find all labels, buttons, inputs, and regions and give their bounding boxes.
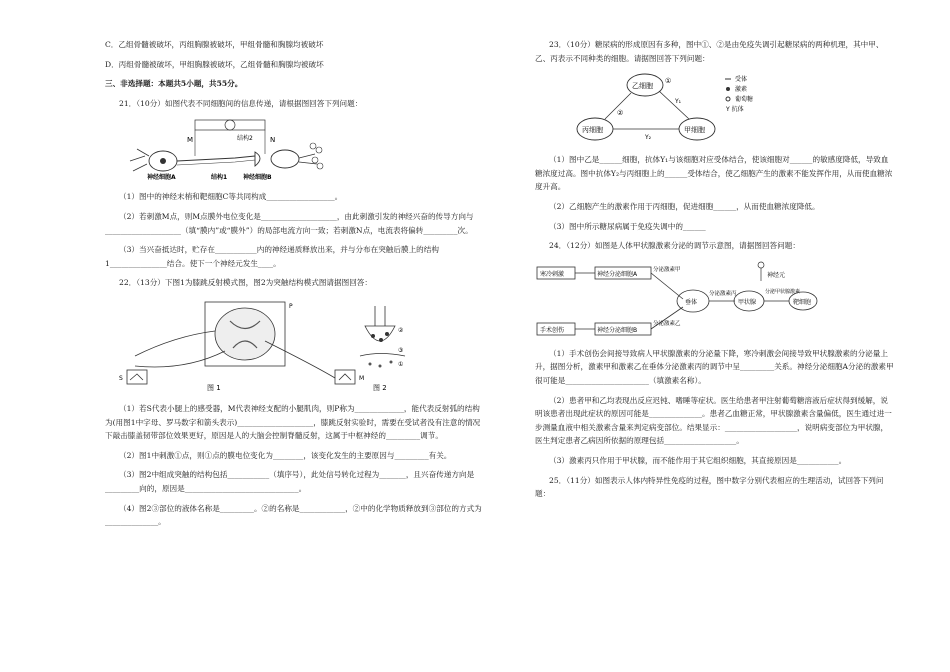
question-23-part1: （1）图中乙是______细胞，抗体Y₁与该细胞对应受体结合，使该细胞对______的敏感度降低，导致血糖浓度过高。图中抗体Y₂与丙细胞上的______受体结合，使乙细胞产生的激素不能发挥作用，从而使血糖浓度升高。 xyxy=(535,155,893,192)
label-m-muscle: M xyxy=(359,374,365,382)
question-21-part1: （1）图中的神经末梢和靶细胞C等共同构成__________________。 xyxy=(119,192,343,202)
label-2: ② xyxy=(398,326,404,334)
question-24-part2: （2）患者甲和乙均表现出反应迟钝、嗜睡等症状。医生给患者甲注射葡萄糖溶液后症状得到缓解，说明该患者出现此症状的原因可能是______________。患者乙血糖正常，甲状腺激素含量偏低，医生通过进一步测量血液中相关激素含量来判定病变部位。结果显示：___________________，说明病变部位为甲状腺，医生判定患者乙病因所依据的原理包括___________________。 xyxy=(535,395,892,446)
question-21-stem: 21．（10分）如图代表不同细胞间的信息传递，请根据图回答下列问题： xyxy=(119,98,363,108)
legend-receptor: 受体 xyxy=(735,76,748,84)
label-mech-1: ① xyxy=(665,77,672,86)
question-21-part2: （2）若刺激M点，则M点膜外电位变化是____________________，由此刺激引发的神经兴奋的传导方向与____________________（填“膜内”或“膜外”）的局部电流方向一致；若刺激N点，电流表将偏转_________次。 xyxy=(105,211,474,235)
label-structure-1: 结构1 xyxy=(211,174,228,182)
label-neuron: 神经元 xyxy=(767,271,786,279)
question-24-part1: （1）手术创伤会间接导致病人甲状腺激素的分泌量下降，寒冷刺激会间接导致甲状腺激素的分泌量上升，据图分析，激素甲和激素乙在垂体分泌激素丙的调节中呈_________关系。神经分泌细胞A分泌的激素甲很可能是______________________（填激素名称）。 xyxy=(535,348,894,385)
label-s: S xyxy=(119,374,123,382)
label-cell-a: 神经细胞A xyxy=(147,174,176,182)
legend-glucose: 葡萄糖 xyxy=(735,96,754,104)
figure-1-caption: 图 1 xyxy=(207,383,221,392)
label-n: N xyxy=(270,136,276,145)
figure-2-caption: 图 2 xyxy=(373,383,387,392)
label-yi-cell: 乙细胞 xyxy=(632,82,653,91)
question-22-part3: （3）图2中组成突触的结构包括___________（填序号），此处信号转化过程为_______，且兴奋传递方向是_________向的，原因是______________________________。 xyxy=(105,470,475,493)
question-24-part3: （3）激素丙只作用于甲状腺，而不能作用于其它组织细胞，其直接原因是___________。 xyxy=(549,455,847,465)
label-mech-2: ② xyxy=(617,109,624,118)
label-thyroid-hormone: 分泌甲状腺激素 xyxy=(765,288,801,295)
label-cell-b: 神经细胞B xyxy=(243,174,272,182)
question-21-part3: （3）当兴奋抵达时，贮存在___________内的神经递质释放出来，并与分布在突触后膜上的结构1_______________结合。使下一个神经元发生____。 xyxy=(105,245,439,268)
box-neuro-a: 神经分泌细胞A xyxy=(597,270,638,278)
label-p: P xyxy=(289,302,293,310)
label-y2: Y₂ xyxy=(645,134,652,142)
label-bing-cell: 丙细胞 xyxy=(582,126,603,135)
box-target: 靶细胞 xyxy=(793,298,812,306)
question-24-stem: 24．（12分）如图是人体甲状腺激素分泌的调节示意图，请据图回答问题： xyxy=(549,241,800,251)
box-neuro-b: 神经分泌细胞B xyxy=(597,326,638,334)
right-column xyxy=(535,38,895,507)
q24-thyroid-figure xyxy=(535,259,895,339)
left-column xyxy=(105,38,485,535)
question-23-part2: （2）乙细胞产生的激素作用于丙细胞，促进细胞______，从而使血糖浓度降低。 xyxy=(549,201,820,211)
label-structure-2: 结构2 xyxy=(237,135,253,143)
legend-hormone: 激素 xyxy=(735,86,748,94)
label-y1: Y₁ xyxy=(675,98,682,106)
question-22-stem: 22．（13分）下图1为膝跳反射模式图，图2为突触结构模式图请据图回答： xyxy=(119,278,372,288)
box-cold: 寒冷刺激 xyxy=(540,270,565,278)
question-22-part2: （2）图1中刺激①点，则①点的膜电位变化为________，该变化发生的主要原因与_________有关。 xyxy=(119,450,452,460)
box-surgery: 手术创伤 xyxy=(540,326,565,334)
legend-antibody: Y 抗体 xyxy=(726,106,744,114)
box-thyroid: 甲状腺 xyxy=(738,298,757,306)
question-23-stem: 23．（10分）糖尿病的形成原因有多种，图中①、②是由免疫失调引起糖尿病的两种机理，其中甲、乙、丙表示不同种类的细胞。请据图回答下列问题： xyxy=(535,40,884,63)
q21-neuron-figure xyxy=(105,116,485,182)
question-22-part1: （1）若S代表小腿上的感受器，M代表神经支配的小腿肌肉，则P称为_____________，能代表反射弧的结构为(用图1中字母、罗马数字和箭头表示)____________________，膝跳反射实验时，需要在受试者没有注意的情况下敲击膝盖韧带部位效果更好，原因是人的大脑会控制脊髓反射，这属于中枢神经的_________调节。 xyxy=(105,403,481,441)
section-heading: 三、非选择题：本题共5小题，共55分。 xyxy=(105,79,243,89)
option-d: D．丙组骨髓被破坏，甲组胸腺被破坏，乙组骨髓和胸腺均被破坏 xyxy=(105,59,324,69)
question-22-part4: （4）图2③部位的液体名称是_________。②的名称是____________，②中的化学物质释放到③部位的方式为______________。 xyxy=(105,503,482,527)
label-hormone-yi: 分泌激素乙 xyxy=(653,320,681,327)
q23-diabetes-figure xyxy=(535,71,895,145)
q22-reflex-figure xyxy=(105,296,485,394)
option-c: C．乙组骨髓被破坏，丙组胸腺被破坏，甲组骨髓和胸腺均被破坏 xyxy=(105,40,324,49)
question-25-stem: 25．（11分）如图表示人体内特异性免疫的过程，图中数字分别代表相应的生理活动，试回答下列问题： xyxy=(535,475,884,499)
question-23-part3: （3）图中所示糖尿病属于免疫失调中的______ xyxy=(549,221,706,231)
label-jia-cell: 甲细胞 xyxy=(684,126,705,135)
label-m: M xyxy=(187,136,194,145)
label-hormone-bing: 分泌激素丙 xyxy=(709,290,737,297)
label-1: ① xyxy=(398,360,404,368)
box-pituitary: 垂体 xyxy=(685,298,698,306)
label-hormone-jia: 分泌激素甲 xyxy=(653,266,681,273)
label-3: ③ xyxy=(398,346,404,354)
